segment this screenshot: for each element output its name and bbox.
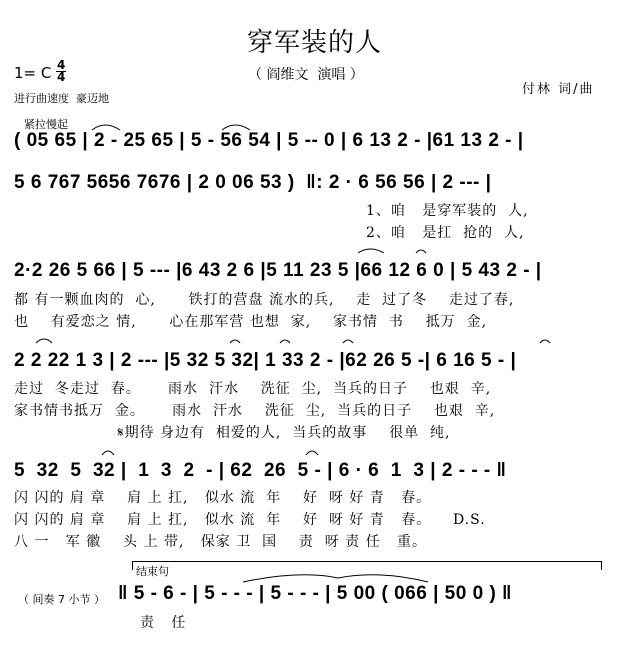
time-numerator: 4 — [57, 58, 66, 72]
notation-row-1: ( 05 65 | 2 - 25 65 | 5 - 56 54 | 5 -- 0 | 6 13 2 - |61 13 2 - | — [14, 130, 524, 151]
notation-row-4: 2 2 22 1 3 | 2 --- |5 32 5 32| 1 33 2 - |62 26 5 -| 6 16 5 - | — [14, 350, 517, 371]
lyrics-row-4-verse-2: 家书情书抵万 金。 雨水 汗水 洗征 尘, 当兵的日子 也艰 辛, — [14, 403, 496, 419]
lyrics-row-5-verse-1: 闪 闪的 肩 章 肩 上 扛, 似水 流 年 好 呀 好 青 春。 — [14, 490, 432, 506]
lyrics-row-4-verse-3: 𝄋期待 身边有 相爱的人, 当兵的故事 很单 纯, — [14, 425, 451, 441]
lyrics-row-4-verse-1: 走过 冬走过 春。 雨水 汗水 洗征 尘, 当兵的日子 也艰 辛, — [14, 381, 492, 397]
notation-row-5: 5 32 5 32 | 1 3 2 - | 62 26 5 - | 6 · 6 1 3 | 2 - - - ‖ — [14, 460, 507, 481]
lyrics-row-5-verse-3: 八 一 军 徽 头 上 带, 保家 卫 国 责 呀 责 任 重。 — [14, 534, 428, 550]
tempo-marking: 进行曲速度 豪迈地 — [14, 92, 109, 105]
singer-credit: （ 阎维文 演唱 ） — [248, 67, 364, 83]
time-denominator: 4 — [57, 70, 66, 84]
notation-row-6: ‖ 5 - 6 - | 5 - - - | 5 - - - | 5 00 ( 066 | 50 0 ) ‖ — [118, 583, 513, 604]
lyrics-row-3-verse-1: 都 有一颗血肉的 心, 铁打的营盘 流水的兵, 走 过了冬 走过了春, — [14, 292, 515, 308]
interlude-note: （ 间奏 7 小节 ） — [18, 593, 105, 606]
notation-row-3: 2·2 26 5 66 | 5 --- |6 43 2 6 |5 11 23 5 |66 12 6 0 | 5 43 2 - | — [14, 260, 542, 281]
lyrics-row-3-verse-2: 也 有爱恋之 情, 心在那军营 也想 家, 家书情 书 抵万 金, — [14, 314, 488, 330]
lyrics-row-2-verse-1: 1、咱 是穿军装的 人, — [366, 203, 529, 219]
ending-label: 结束句 — [136, 565, 169, 578]
lyrics-row-5-verse-2: 闪 闪的 肩 章 肩 上 扛, 似水 流 年 好 呀 好 青 春。 D.S. — [14, 512, 486, 528]
song-title: 穿军装的人 — [246, 28, 382, 58]
lyrics-row-6: 责 任 — [140, 615, 187, 631]
lyrics-row-2-verse-2: 2、咱 是扛 抢的 人, — [366, 225, 525, 241]
time-signature — [56, 60, 66, 83]
key-signature: 1= C — [14, 64, 52, 82]
ending-bracket — [132, 561, 602, 570]
intro-mark: 紧拉慢起 — [24, 118, 68, 131]
notation-row-2: 5 6 767 5656 7676 | 2 0 06 53 ) ‖: 2 · 6 56 56 | 2 --- | — [14, 172, 492, 193]
author-credit: 付林 词/曲 — [522, 82, 595, 97]
